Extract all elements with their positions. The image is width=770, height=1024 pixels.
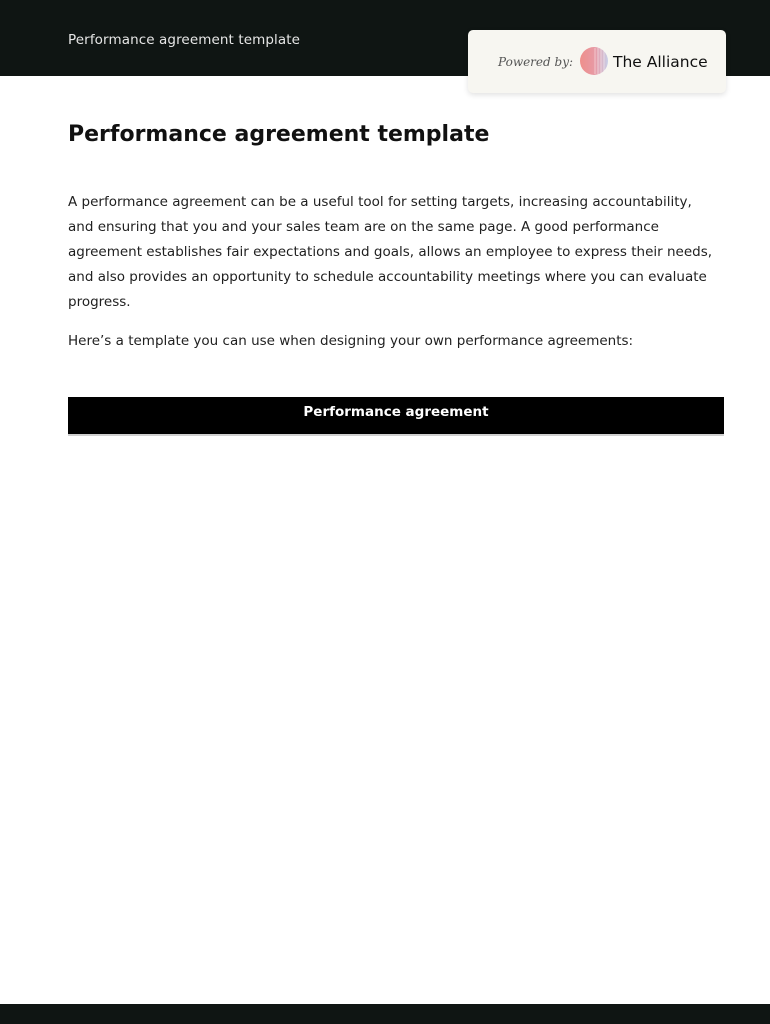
the-alliance-logo-icon bbox=[579, 46, 609, 76]
template-lead-in: Here’s a template you can use when designing your own performance agreements: bbox=[68, 333, 634, 349]
page-title: Performance agreement template bbox=[68, 122, 490, 147]
footer-bar bbox=[0, 1004, 770, 1024]
powered-by-card bbox=[468, 30, 726, 93]
header-title: Performance agreement template bbox=[68, 32, 301, 48]
agreement-table-header bbox=[68, 397, 724, 436]
intro-paragraph: A performance agreement can be a useful tool for setting targets, increasing accountability, and ensuring that you and your sales team are on the same page. A good performance agreement establishes fair expectations and goals, allows an employee to express their needs, and also provides an opportunity to schedule accountability meetings where you can evaluate progress. bbox=[68, 194, 713, 310]
agreement-table-header-label: Performance agreement bbox=[303, 404, 489, 420]
powered-by-label: Powered by: bbox=[498, 55, 574, 69]
brand-name: The Alliance bbox=[613, 53, 708, 71]
